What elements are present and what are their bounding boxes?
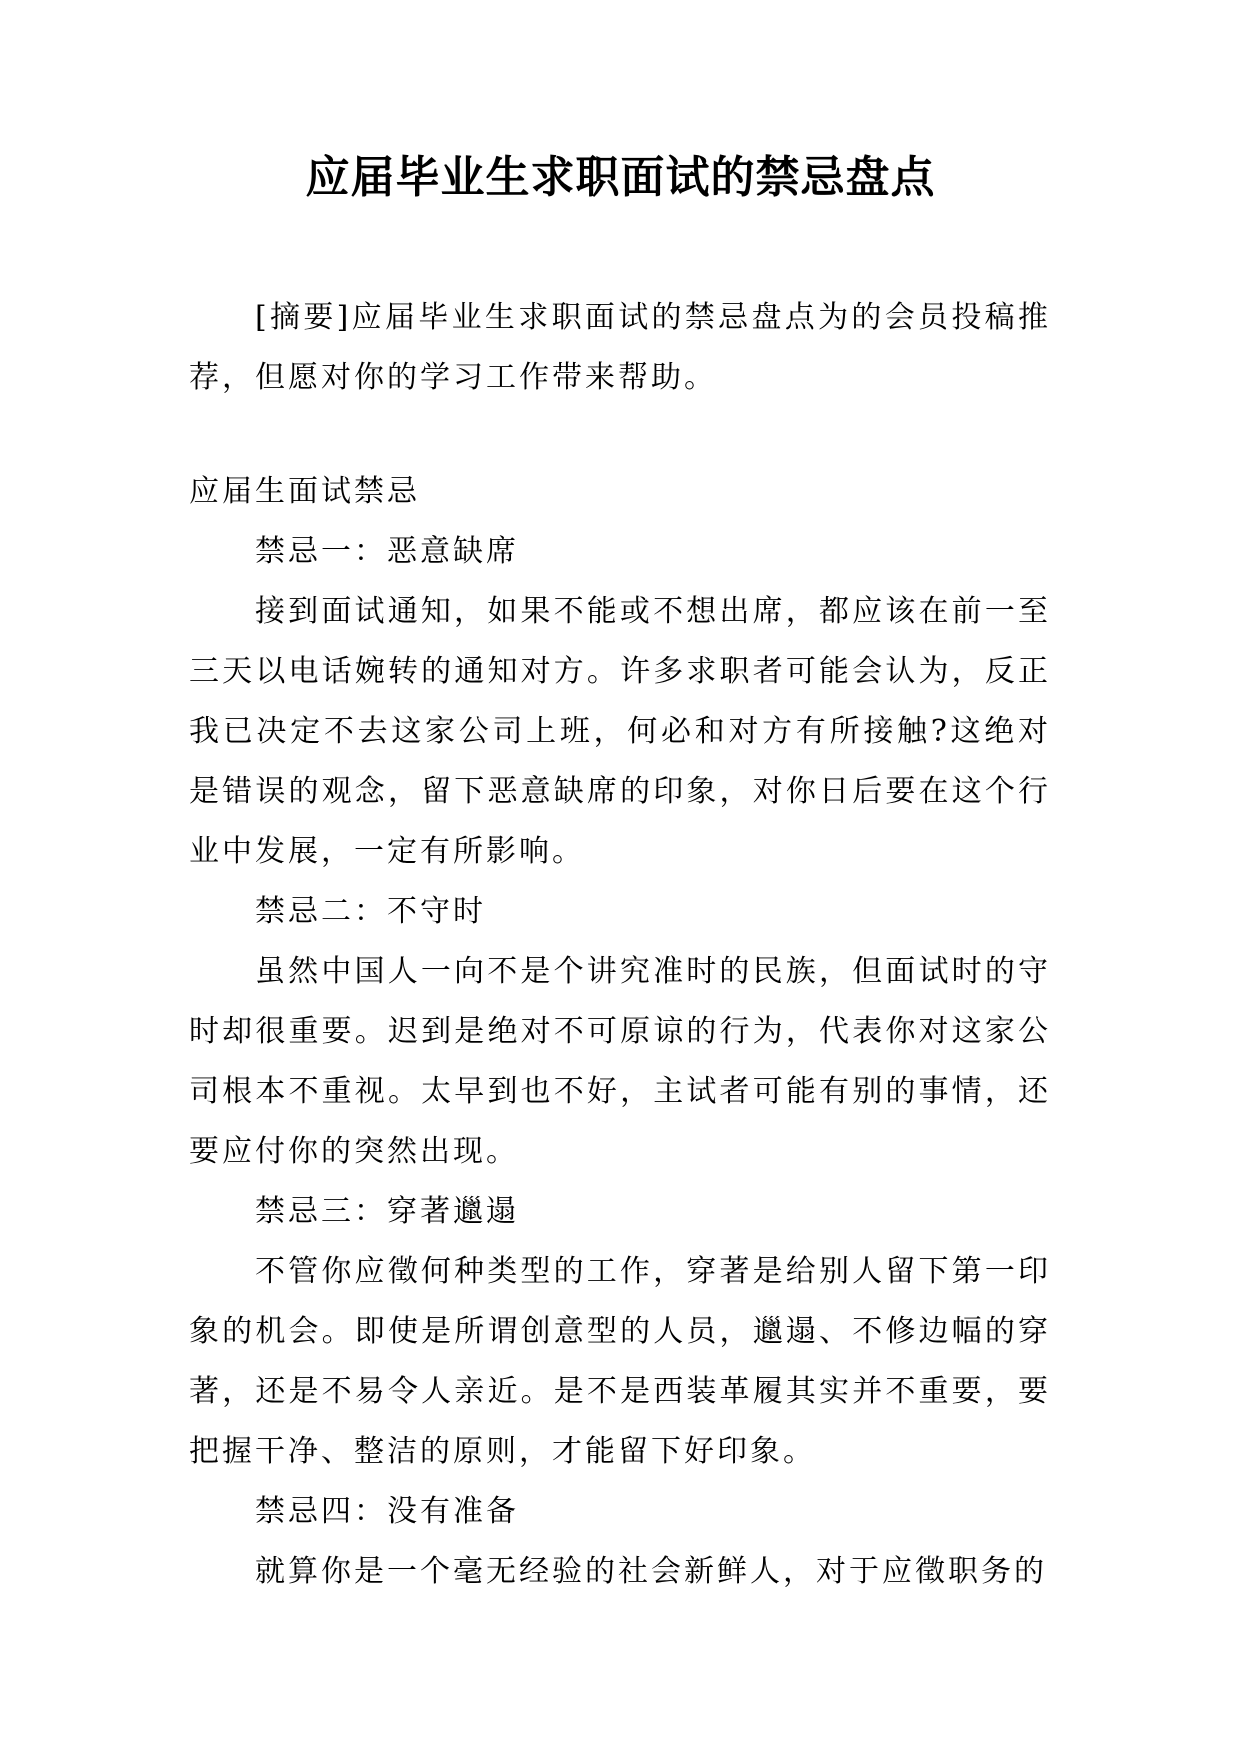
taboo-heading-1: 禁忌一：恶意缺席	[255, 534, 519, 569]
section-heading: 应届生面试禁忌	[189, 474, 420, 509]
taboo-heading-4: 禁忌四：没有准备	[255, 1494, 519, 1529]
taboo-paragraph-4: 就算你是一个毫无经验的社会新鲜人，对于应徵职务的	[255, 1554, 1047, 1589]
taboo-paragraph-1: 接到面试通知，如果不能或不想出席，都应该在前一至三天以电话婉转的通知对方。许多求职者可能会认为，反正我已决定不去这家公司上班，何必和对方有所接触?这绝对是错误的观念，留下恶意缺席的印象，对你日后要在这个行业中发展，一定有所影响。	[189, 594, 1051, 869]
abstract-paragraph: [摘要]应届毕业生求职面试的禁忌盘点为的会员投稿推荐，但愿对你的学习工作带来帮助。	[189, 300, 1051, 395]
taboo-heading-2: 禁忌二：不守时	[255, 894, 486, 929]
document-title: 应届毕业生求职面试的禁忌盘点	[305, 152, 936, 203]
main-content	[189, 462, 1051, 1602]
taboo-paragraph-3: 不管你应徵何种类型的工作，穿著是给别人留下第一印象的机会。即使是所谓创意型的人员，邋遢、不修边幅的穿著，还是不易令人亲近。是不是西装革履其实并不重要，要把握干净、整洁的原则，才能留下好印象。	[189, 1254, 1051, 1469]
taboo-heading-3: 禁忌三：穿著邋遢	[255, 1194, 519, 1229]
abstract-block	[189, 288, 1051, 408]
taboo-paragraph-2: 虽然中国人一向不是个讲究准时的民族，但面试时的守时却很重要。迟到是绝对不可原谅的行为，代表你对这家公司根本不重视。太早到也不好，主试者可能有别的事情，还要应付你的突然出现。	[189, 954, 1051, 1169]
